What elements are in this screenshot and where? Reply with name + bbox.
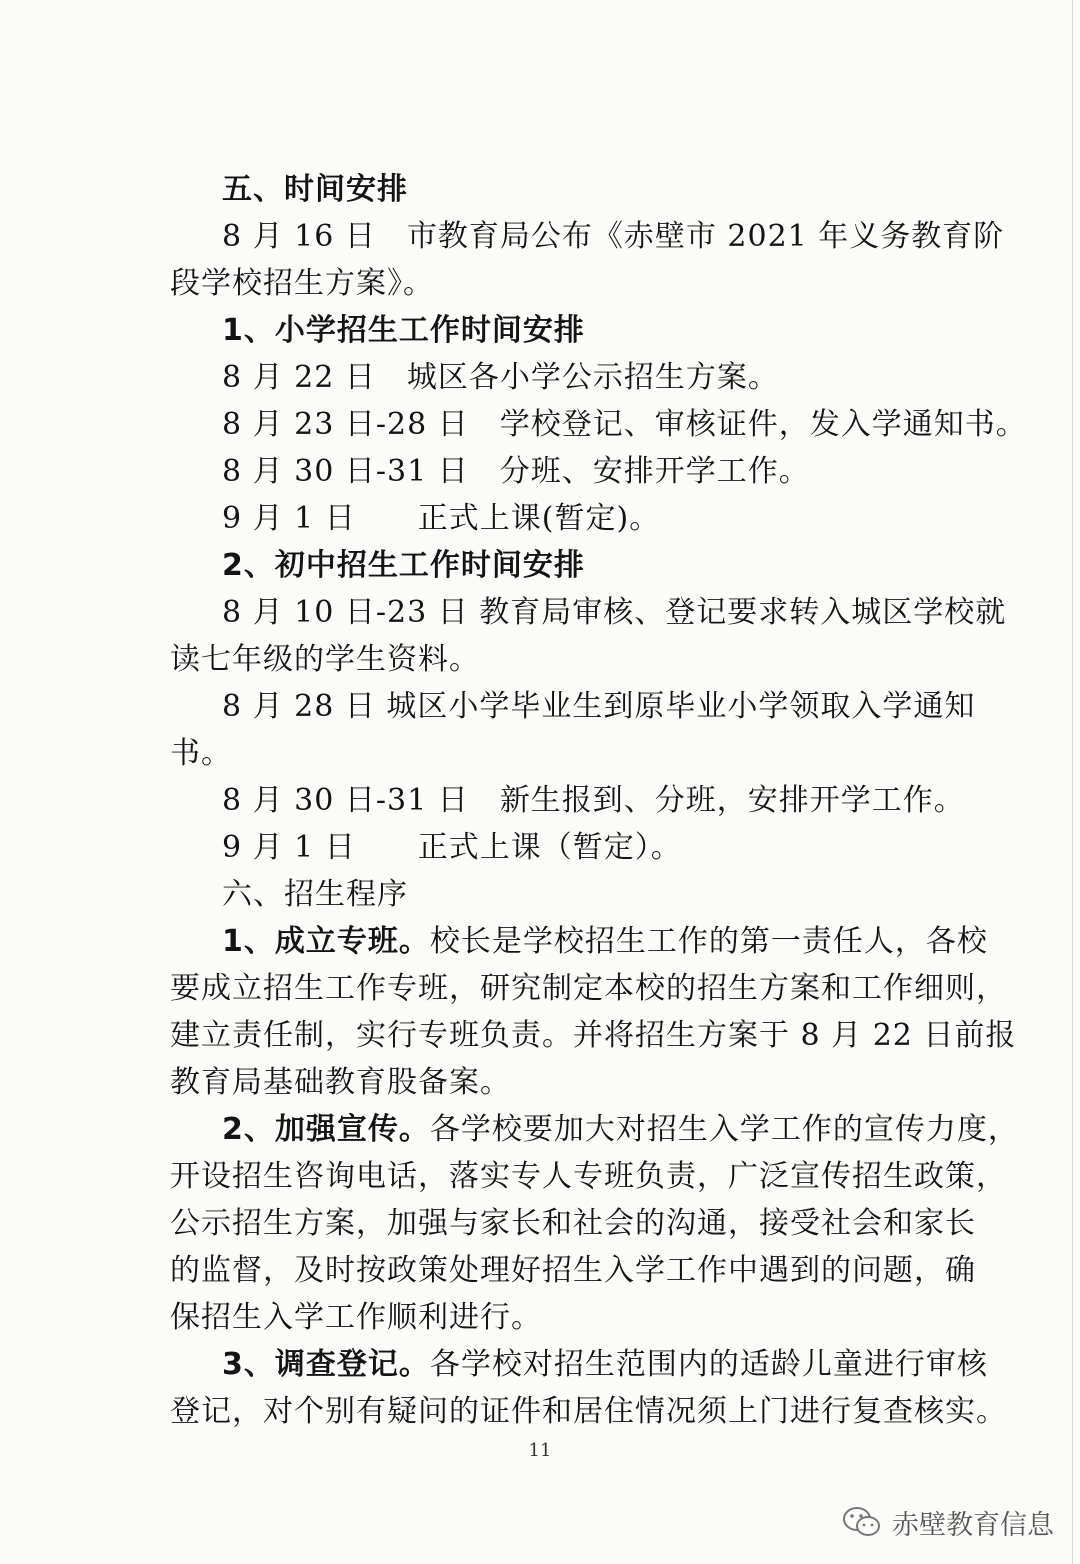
procedure-1-line-1: 校长是学校招生工作的第一责任人，各校 bbox=[429, 924, 988, 959]
primary-heading: 1、小学招生工作时间安排 bbox=[222, 313, 585, 348]
procedure-3-title: 3、调查登记。 bbox=[222, 1347, 430, 1382]
procedure-3-line-1: 各学校对招生范围内的适龄儿童进行审核 bbox=[429, 1347, 988, 1382]
middle-item-1-line-1: 8 月 10 日-23 日 教育局审核、登记要求转入城区学校就 bbox=[222, 595, 1007, 630]
announce-line-1: 8 月 16 日 市教育局公布《赤壁市 2021 年义务教育阶 bbox=[222, 219, 1005, 254]
middle-heading: 2、初中招生工作时间安排 bbox=[222, 548, 585, 583]
procedure-2-line-5: 保招生入学工作顺利进行。 bbox=[170, 1300, 542, 1335]
primary-item-4: 9 月 1 日 正式上课(暂定)。 bbox=[222, 501, 661, 536]
page-number: 11 bbox=[528, 1440, 552, 1461]
procedure-2-line-4: 的监督，及时按政策处理好招生入学工作中遇到的问题，确 bbox=[170, 1253, 976, 1288]
procedure-1-line-4: 教育局基础教育股备案。 bbox=[170, 1065, 511, 1100]
scan-edge bbox=[1072, 0, 1073, 1564]
procedure-1-line-2: 要成立招生工作专班，研究制定本校的招生方案和工作细则， bbox=[170, 971, 1007, 1006]
procedure-1-line-3: 建立责任制，实行专班负责。并将招生方案于 8 月 22 日前报 bbox=[170, 1018, 1017, 1053]
middle-item-4: 9 月 1 日 正式上课（暂定）。 bbox=[222, 830, 682, 865]
primary-item-3: 8 月 30 日-31 日 分班、安排开学工作。 bbox=[222, 454, 810, 489]
wechat-icon bbox=[842, 1505, 882, 1539]
middle-item-2-line-2: 书。 bbox=[170, 736, 232, 771]
watermark-text: 赤壁教育信息 bbox=[892, 1509, 1054, 1541]
primary-item-1: 8 月 22 日 城区各小学公示招生方案。 bbox=[222, 360, 779, 395]
procedure-paragraph-2 bbox=[170, 1106, 1019, 1341]
section5-heading: 五、时间安排 bbox=[222, 172, 408, 207]
procedure-paragraph-3 bbox=[170, 1341, 1007, 1435]
procedure-paragraph-1 bbox=[170, 918, 1017, 1106]
procedure-2-line-3: 公示招生方案，加强与家长和社会的沟通，接受社会和家长 bbox=[170, 1206, 976, 1241]
procedure-2-line-2: 开设招生咨询电话，落实专人专班负责，广泛宣传招生政策， bbox=[170, 1159, 1007, 1194]
middle-item-3: 8 月 30 日-31 日 新生报到、分班，安排开学工作。 bbox=[222, 783, 965, 818]
middle-item-1-line-2: 读七年级的学生资料。 bbox=[170, 642, 480, 677]
middle-item-2-line-1: 8 月 28 日 城区小学毕业生到原毕业小学领取入学通知 bbox=[222, 689, 976, 724]
document-body bbox=[170, 166, 1027, 1435]
announce-line-2: 段学校招生方案》。 bbox=[170, 266, 434, 301]
account-watermark bbox=[842, 1500, 1054, 1544]
procedure-1-title: 1、成立专班。 bbox=[222, 924, 430, 959]
primary-item-2: 8 月 23 日-28 日 学校登记、审核证件，发入学通知书。 bbox=[222, 407, 1027, 442]
procedure-3-line-2: 登记，对个别有疑问的证件和居住情况须上门进行复查核实。 bbox=[170, 1394, 1007, 1429]
section6-heading: 六、招生程序 bbox=[222, 877, 408, 912]
procedure-2-line-1: 各学校要加大对招生入学工作的宣传力度， bbox=[429, 1112, 1019, 1147]
procedure-2-title: 2、加强宣传。 bbox=[222, 1112, 430, 1147]
